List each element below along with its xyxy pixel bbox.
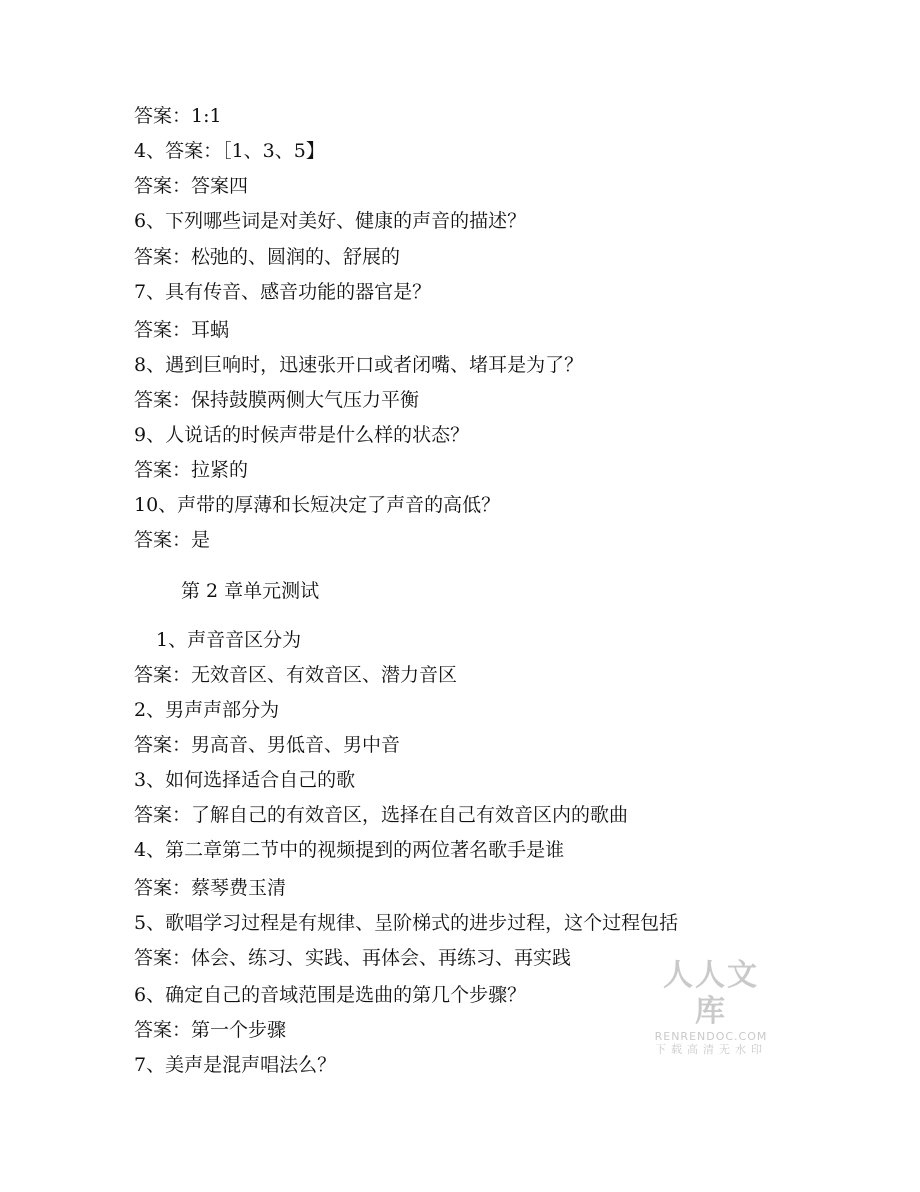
question-line: 9、人说话的时候声带是什么样的状态？ [134,424,470,446]
answer-line: 答案：蔡琴费玉清 [134,877,287,899]
answer-line: 答案：无效音区、有效音区、潜力音区 [134,664,458,686]
watermark-title: 人人文库 [663,958,759,1029]
question-line: 4、答案：［1、3、5】 [134,140,325,162]
question-line: 7、具有传音、感音功能的器官是？ [134,281,432,303]
question-line: 7、美声是混声唱法么？ [134,1054,337,1076]
answer-line: 答案：了解自己的有效音区，选择在自己有效音区内的歌曲 [134,804,629,826]
answer-line: 答案：第一个步骤 [134,1019,287,1041]
watermark-logo [648,958,774,1057]
question-line: 8、遇到巨响时，迅速张开口或者闭嘴、堵耳是为了？ [134,354,584,376]
question-line: 10、声带的厚薄和长短决定了声音的高低？ [134,494,501,516]
question-line: 6、下列哪些词是对美好、健康的声音的描述？ [134,210,527,232]
answer-line: 答案：松弛的、圆润的、舒展的 [134,246,401,268]
answer-line: 答案：耳蜗 [134,319,230,341]
answer-line: 答案：1:1 [134,105,222,127]
chapter-heading: 第 2 章单元测试 [181,580,320,602]
answer-line: 答案：答案四 [134,175,249,197]
question-line: 3、如何选择适合自己的歌 [134,769,356,791]
question-line: 4、第二章第二节中的视频提到的两位著名歌手是谁 [134,839,565,861]
question-line: 6、确定自己的音域范围是选曲的第几个步骤？ [134,984,527,1006]
watermark-slogan: 下载高清无水印 [655,1043,767,1056]
watermark-domain: RENRENDOC.COM [654,1030,768,1043]
answer-line: 答案：保持鼓膜两侧大气压力平衡 [134,389,420,411]
answer-line: 答案：是 [134,529,211,551]
answer-line: 答案：体会、练习、实践、再体会、再练习、再实践 [134,947,572,969]
question-line: 5、歌唱学习过程是有规律、呈阶梯式的进步过程，这个过程包括 [134,912,679,934]
answer-line: 答案：拉紧的 [134,459,249,481]
answer-line: 答案：男高音、男低音、男中音 [134,734,401,756]
question-line: 2、男声声部分为 [134,699,280,721]
question-line: 1、声音音区分为 [156,629,302,651]
